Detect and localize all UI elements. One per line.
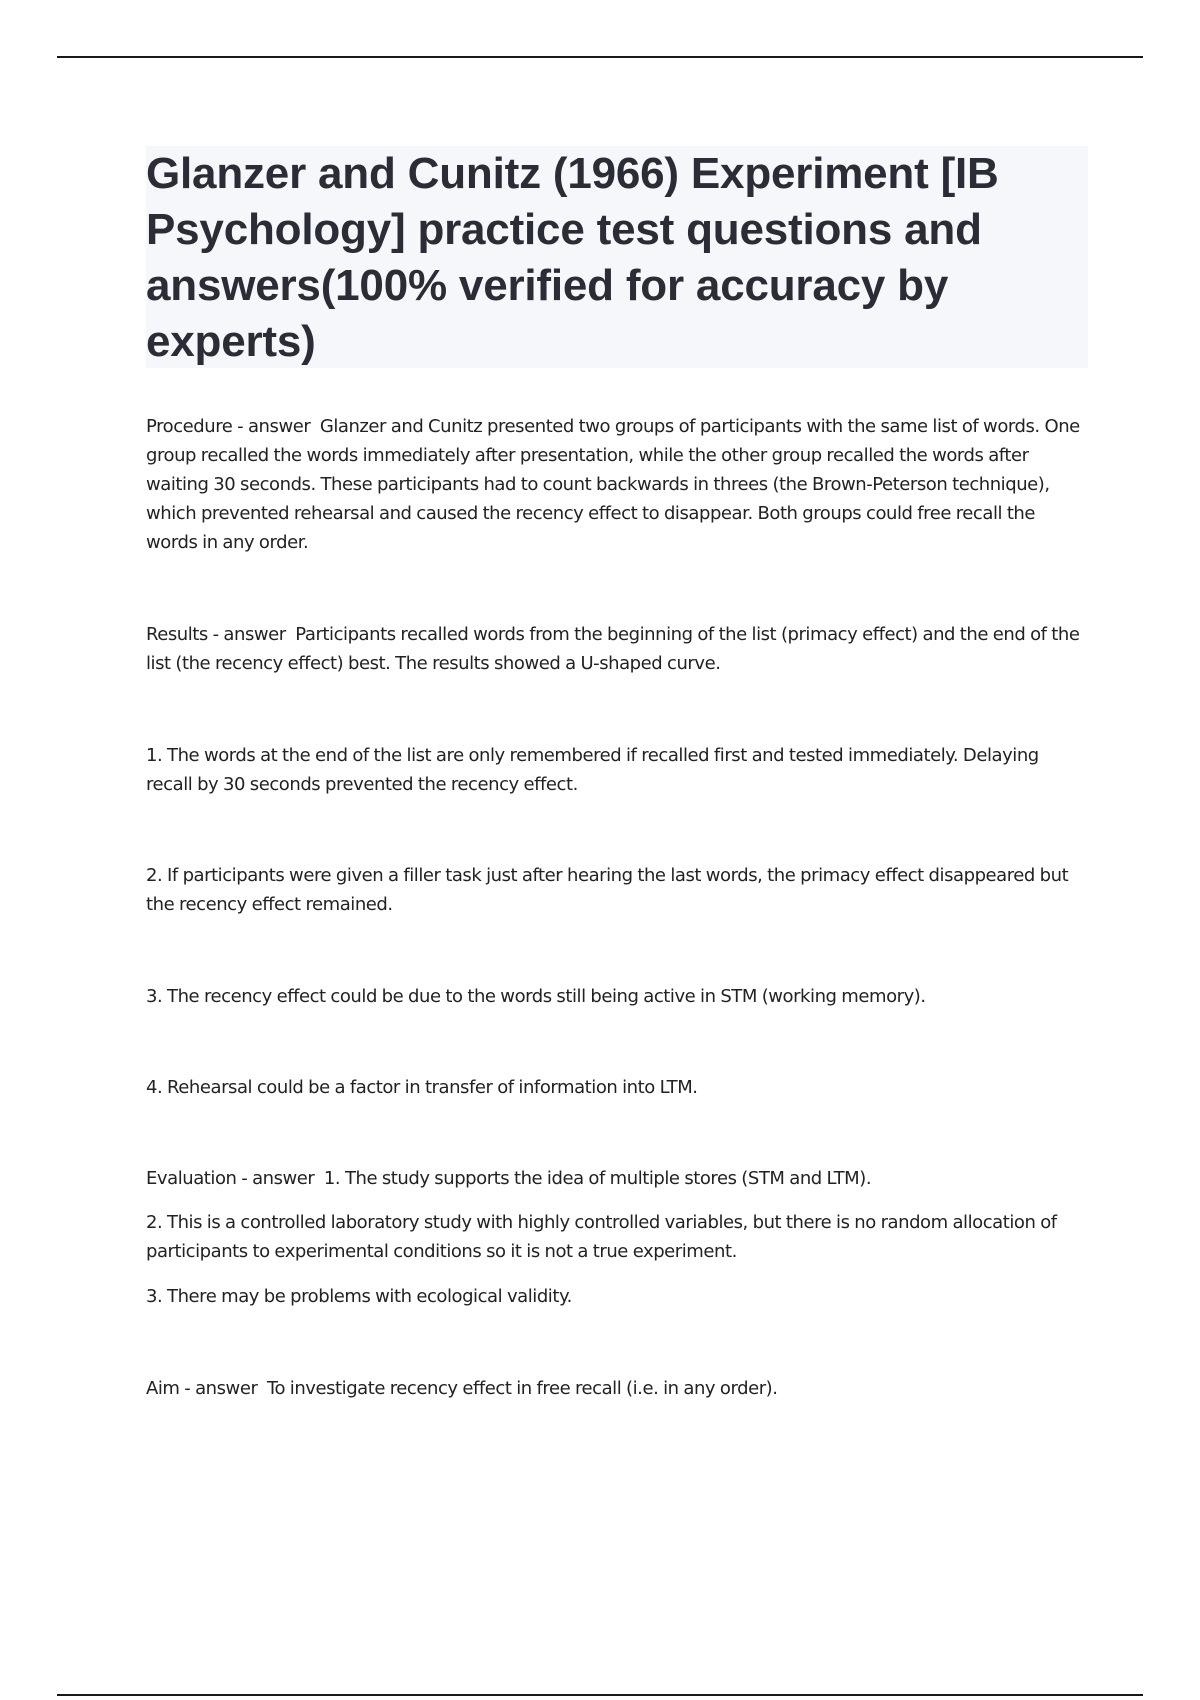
result-point-3-text: 3. The recency effect could be due to the words still being active in STM (working memory). — [146, 986, 926, 1007]
procedure-label: Procedure - answer — [146, 416, 320, 437]
procedure-paragraph — [146, 412, 1088, 557]
result-point-3 — [146, 982, 1088, 1011]
evaluation-point-3-text: 3. There may be problems with ecological validity. — [146, 1286, 572, 1307]
result-point-2 — [146, 861, 1088, 919]
top-rule — [57, 56, 1143, 58]
evaluation-point-2-text: 2. This is a controlled laboratory study with highly controlled variables, but there is no random allocation of participants to experimental conditions so it is not a true experiment. — [146, 1212, 1057, 1262]
aim-label: Aim - answer — [146, 1378, 267, 1399]
results-paragraph — [146, 620, 1088, 678]
evaluation-point-1-text: 1. The study supports the idea of multiple stores (STM and LTM). — [323, 1168, 872, 1189]
result-point-1-text: 1. The words at the end of the list are only remembered if recalled first and tested immediately. Delaying recall by 30 seconds prevented the recency effect. — [146, 745, 1039, 795]
procedure-text: Glanzer and Cunitz presented two groups of participants with the same list of words. One group recalled the words immediately after presentation, while the other group recalled the words after waiting 30 seconds. These participants had to count backwards in threes (the Brown-Peterson technique), which prevented rehearsal and caused the recency effect to disappear. Both groups could free recall the words in any order. — [146, 416, 1080, 553]
document-title: Glanzer and Cunitz (1966) Experiment [IB Psychology] practice test questions and answers(100% verified for accuracy by experts) — [146, 149, 999, 366]
evaluation-point-3 — [146, 1282, 1088, 1311]
evaluation-paragraph — [146, 1164, 1088, 1193]
bottom-rule — [57, 1694, 1143, 1696]
title-block — [146, 146, 1088, 368]
evaluation-label: Evaluation - answer — [146, 1168, 324, 1189]
aim-paragraph — [146, 1374, 1088, 1403]
result-point-4-text: 4. Rehearsal could be a factor in transfer of information into LTM. — [146, 1077, 698, 1098]
result-point-4 — [146, 1073, 1088, 1102]
result-point-2-text: 2. If participants were given a filler task just after hearing the last words, the primacy effect disappeared but the recency effect remained. — [146, 865, 1069, 915]
result-point-1 — [146, 741, 1088, 799]
evaluation-point-2 — [146, 1208, 1088, 1266]
results-label: Results - answer — [146, 624, 296, 645]
aim-text: To investigate recency effect in free recall (i.e. in any order). — [266, 1378, 778, 1399]
results-text: Participants recalled words from the beginning of the list (primacy effect) and the end of the list (the recency effect) best. The results showed a U-shaped curve. — [146, 624, 1080, 674]
